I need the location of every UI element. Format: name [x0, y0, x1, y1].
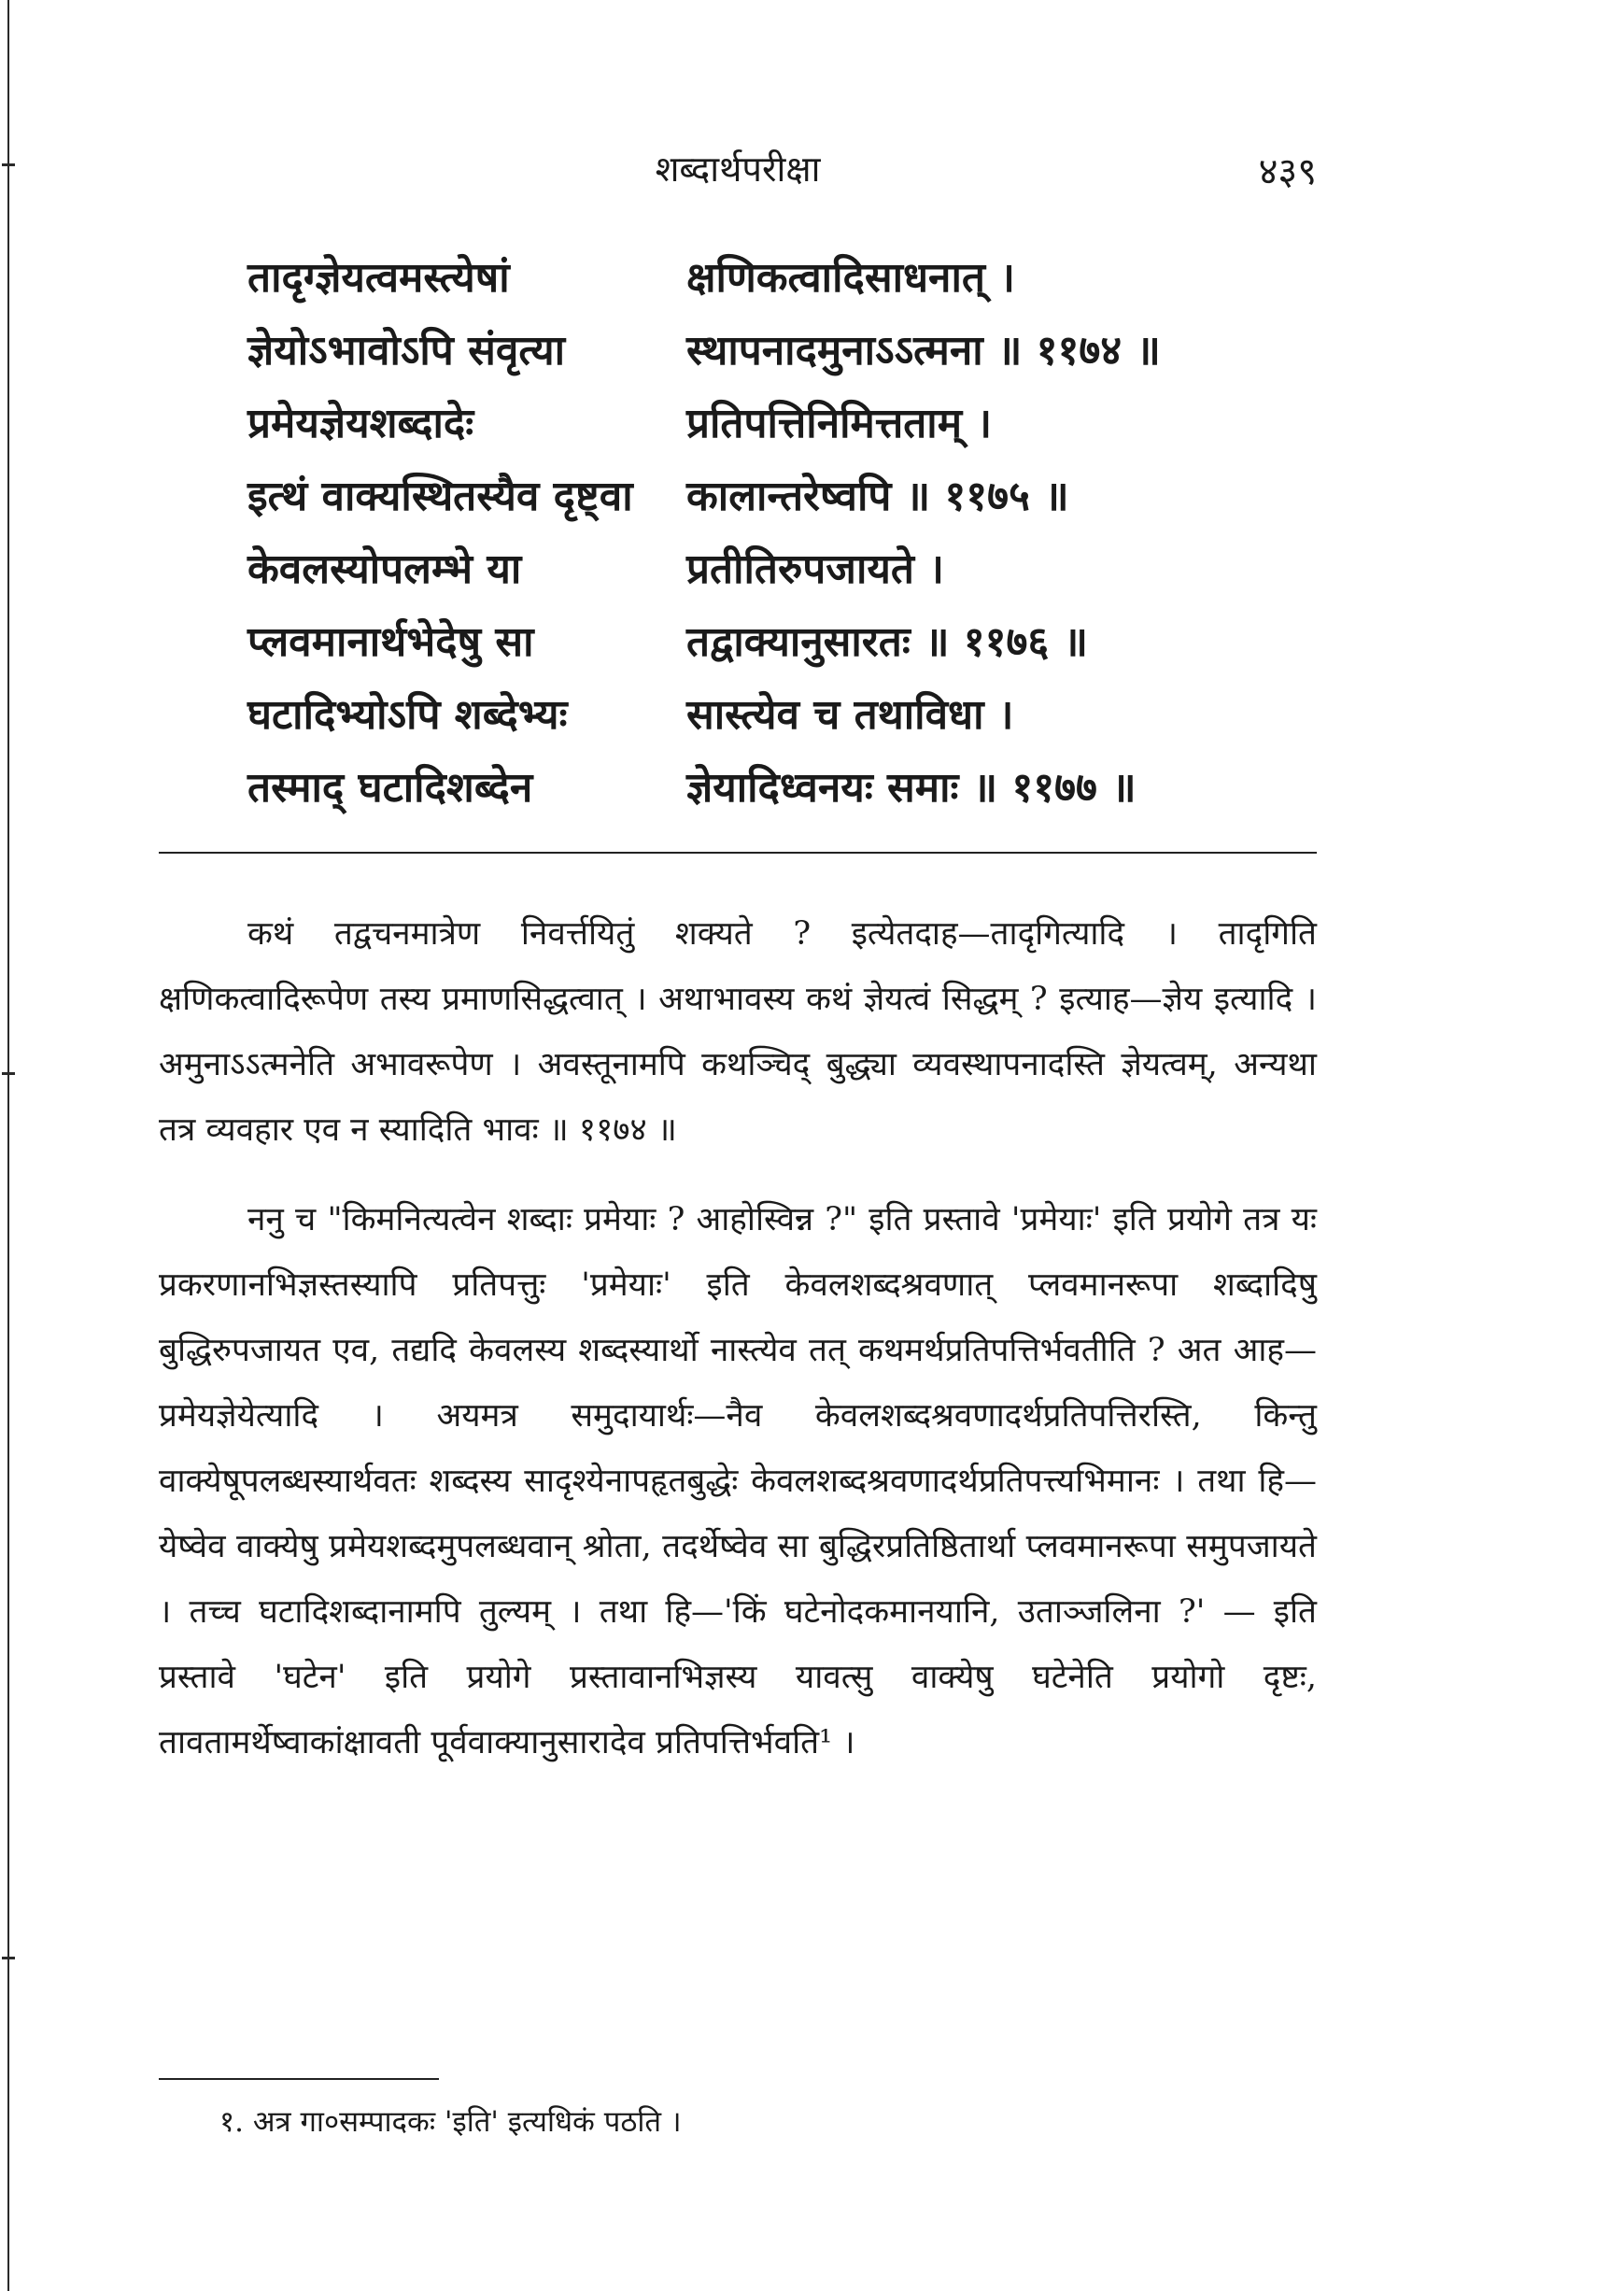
verse-line — [247, 612, 1349, 685]
verse-line — [247, 539, 1349, 612]
running-header — [159, 138, 1317, 204]
verse-line — [247, 247, 1349, 320]
verse-line — [247, 757, 1349, 830]
verse-first-half: ज्ञेयोऽभावोऽपि संवृत्या — [247, 327, 565, 375]
verse-first-half: इत्थं वाक्यस्थितस्यैव दृष्ट्वा — [247, 473, 633, 520]
verse-line — [247, 466, 1349, 539]
commentary — [159, 901, 1317, 1800]
verse-commentary-divider — [159, 852, 1317, 854]
verse-first-half: घटादिभ्योऽपि शब्देभ्यः — [247, 691, 568, 739]
binding-edge-line — [7, 0, 9, 2291]
commentary-paragraph: ननु च "किमनित्यत्वेन शब्दाः प्रमेयाः ? आहोस्विन्न ?" इति प्रस्तावे 'प्रमेयाः' इति प्रयोगे तत्र यः प्रकरणानभिज्ञस्तस्यापि प्रतिपत्तुः 'प्रमेयाः' इति केवलशब्दश्रवणात् प्लवमानरूपा शब्दादिषु बुद्धिरुपजायत एव, तद्यदि केवलस्य शब्दस्यार्थो नास्त्येव तत् कथमर्थप्रतिपत्तिर्भवतीति ? अत आह—प्रमेयज्ञेयेत्यादि । अयमत्र समुदायार्थः—नैव केवलशब्दश्रवणादर्थप्रतिपत्तिरस्ति, किन्तु वाक्येषूपलब्धस्यार्थवतः शब्दस्य सादृश्येनापहृतबुद्धेः केवलशब्दश्रवणादर्थप्रतिपत्त्यभिमानः । तथा हि—येष्वेव वाक्येषु प्रमेयशब्दमुपलब्धवान् श्रोता, तदर्थेष्वेव सा बुद्धिरप्रतिष्ठितार्था प्लवमानरूपा समुपजायते । तच्च घटादिशब्दानामपि तुल्यम् । तथा हि—'किं घटेनोदकमानयानि, उताञ्जलिना ?' — इति प्रस्तावे 'घटेन' इति प्रयोगे प्रस्तावानभिज्ञस्य यावत्सु वाक्येषु घटेनेति प्रयोगो दृष्टः, तावतामर्थेष्वाकांक्षावती पूर्ववाक्यानुसारादेव प्रतिपत्तिर्भवति¹ । — [159, 1201, 1317, 1761]
verse-block — [247, 247, 1349, 830]
verse-line — [247, 393, 1349, 466]
verse-second-half: क्षणिकत्वादिसाधनात् । — [686, 254, 1015, 302]
verse-first-half: तादृग्ज्ञेयत्वमस्त्येषां — [247, 254, 510, 302]
verse-second-half: सास्त्येव च तथाविधा । — [686, 691, 1014, 739]
verse-line — [247, 685, 1349, 757]
binding-edge-mark — [2, 1957, 15, 1959]
verse-second-half: प्रतीतिरुपजायते । — [686, 545, 944, 593]
verse-second-half: स्थापनादमुनाऽऽत्मना ॥ ११७४ ॥ — [686, 327, 1161, 375]
running-title: शब्दार्थपरीक्षा — [655, 148, 821, 190]
commentary-paragraph: कथं तद्वचनमात्रेण निवर्त्तयितुं शक्यते ? इत्येतदाह—तादृगित्यादि । तादृगिति क्षणिकत्वादिरूपेण तस्य प्रमाणसिद्धत्वात् । अथाभावस्य कथं ज्ञेयत्वं सिद्धम् ? इत्याह—ज्ञेय इत्यादि । अमुनाऽऽत्मनेति अभावरूपेण । अवस्तूनामपि कथञ्चिद् बुद्ध्या व्यवस्थापनादस्ति ज्ञेयत्वम्, अन्यथा तत्र व्यवहार एव न स्यादिति भावः ॥ ११७४ ॥ — [159, 915, 1317, 1149]
verse-first-half: केवलस्योपलम्भे या — [247, 545, 522, 593]
footnote: १. अत्र गा०सम्पादकः 'इति' इत्यधिकं पठति । — [219, 2105, 682, 2139]
verse-first-half: प्रमेयज्ञेयशब्दादेः — [247, 400, 474, 447]
verse-second-half: कालान्तरेष्वपि ॥ ११७५ ॥ — [686, 473, 1069, 520]
verse-first-half: प्लवमानार्थभेदेषु सा — [247, 618, 534, 666]
verse-second-half: ज्ञेयादिध्वनयः समाः ॥ ११७७ ॥ — [686, 764, 1137, 812]
verse-second-half: तद्वाक्यानुसारतः ॥ ११७६ ॥ — [686, 618, 1088, 666]
footnote-divider — [159, 2078, 439, 2080]
binding-edge-mark — [2, 163, 15, 166]
verse-line — [247, 320, 1349, 393]
binding-edge-mark — [2, 1072, 15, 1075]
verse-first-half: तस्माद् घटादिशब्देन — [247, 764, 533, 812]
verse-second-half: प्रतिपत्तिनिमित्तताम् । — [686, 400, 993, 447]
page-number: ४३९ — [1258, 150, 1317, 193]
